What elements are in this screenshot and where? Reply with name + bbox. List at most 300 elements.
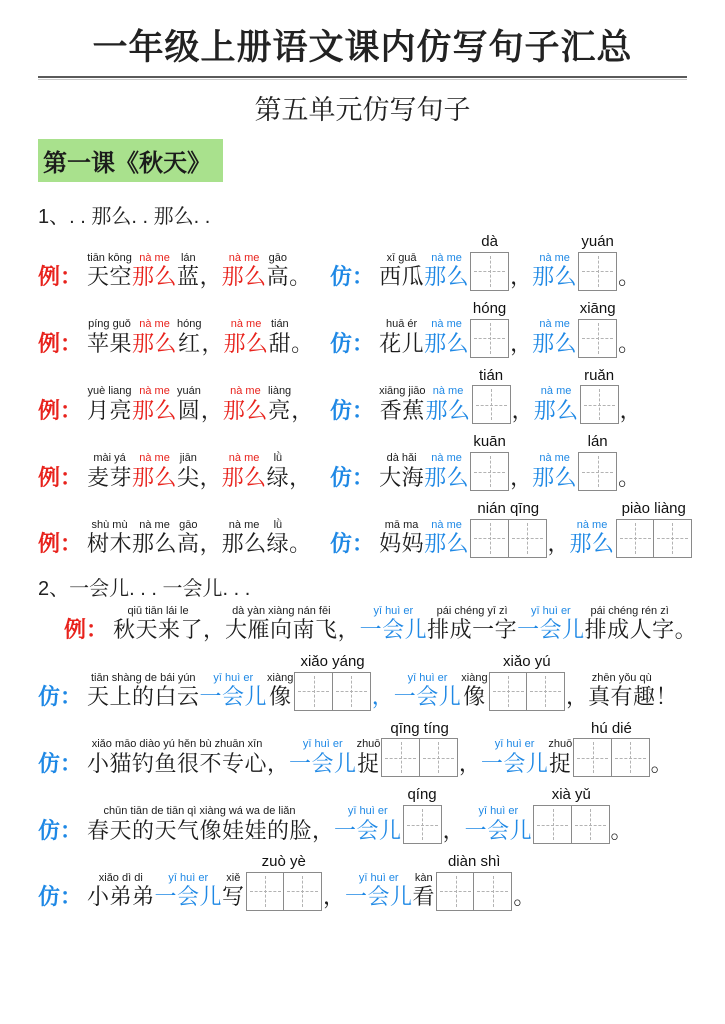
writing-box-pinyin: diàn shì [447,853,501,871]
pinyin-text: pái chéng rén zì [590,604,669,617]
pinyin-text: lǜ [273,451,283,464]
sentence-row [38,233,687,291]
pinyin-text: yī huì er [373,604,414,617]
row-label: 例： [38,464,83,490]
han-text: 绿 [266,464,290,490]
punctuation: ， [371,684,394,710]
ruby-segment [532,252,577,291]
pinyin-text: nà me [139,518,170,531]
writing-box-group [616,500,692,558]
ruby-segment [379,252,424,291]
ruby-segment [585,605,675,644]
punctuation: 。 [674,617,697,643]
han-text: 写 [222,884,245,910]
han-text: 高 [177,531,200,557]
writing-box [653,519,692,558]
punctuation: ， [291,397,314,423]
writing-box-group [381,720,457,778]
title-divider [38,76,687,80]
pinyin-text: yuè liang [87,385,132,398]
han-text: 月亮 [87,397,133,423]
ruby-segment [427,605,517,644]
punctuation: 。 [289,531,312,557]
punctuation: ！ [655,684,678,710]
writing-box [419,738,458,777]
han-text: 那么 [221,464,267,490]
ruby-segment [517,605,585,644]
ruby-segment [267,452,290,491]
sentence-cell [64,605,697,644]
punctuation: ， [199,264,222,290]
section-heading: 2、一会儿. . . 一会儿. . . [38,577,251,600]
ruby-segment [413,872,436,911]
han-text: 大雁向南飞 [225,617,338,643]
writing-box [526,672,565,711]
punctuation: 。 [618,331,641,357]
han-text: 一会儿 [393,684,462,710]
sentence-cell [38,720,673,778]
pinyin-text: nà me [539,318,570,331]
writing-box [508,519,547,558]
pinyin-text: nà me [230,318,262,331]
ruby-segment [424,519,469,558]
pinyin-text: nà me [139,385,170,398]
pinyin-text: zhēn yǒu qù [591,671,652,684]
row-label: 例： [38,331,83,357]
writing-box-pinyin: hú dié [590,719,632,737]
pinyin-text: qiū tiān lái le [127,604,189,617]
ruby-segment [267,252,290,291]
row-label: 仿： [330,464,375,490]
sentence-cell [38,853,535,911]
sentence-row [38,853,687,911]
writing-box-row [578,252,617,291]
sentence-row [38,500,687,558]
pinyin-text: kàn [414,871,433,884]
han-text: 小猫钓鱼很不专心 [87,750,268,776]
han-text: 一会儿 [344,884,413,910]
han-text: 那么 [424,531,470,557]
han-text: 香蕉 [379,397,425,423]
ruby-segment [588,672,656,711]
writing-box-group [578,300,617,358]
sentence-cell [38,318,330,357]
writing-box [436,872,475,911]
writing-box-group [294,653,370,711]
han-text: 那么 [132,331,178,357]
page-subtitle: 第五单元仿写句子 [254,95,471,125]
writing-box [470,519,509,558]
punctuation: ， [510,264,533,290]
pinyin-text: xiǎo māo diào yú hěn bù zhuān xīn [91,738,263,751]
han-text: 那么 [221,264,267,290]
ruby-segment [132,519,177,558]
lesson-header: 第一课《秋天》 [38,139,223,182]
han-text: 红 [178,331,201,357]
sentence-row [38,653,687,711]
pinyin-text: nà me [540,385,572,398]
writing-box-group [470,233,509,291]
sentence-cell [38,786,633,844]
han-text: 甜 [268,331,292,357]
row-label: 例： [38,264,83,290]
punctuation: ， [511,397,534,423]
ruby-segment [424,252,469,291]
han-text: 那么 [425,397,471,423]
han-text: 那么 [532,331,578,357]
pinyin-text: liàng [267,385,292,398]
ruby-segment [177,318,201,357]
ruby-segment [465,805,533,844]
writing-box-row [533,805,609,844]
writing-box [470,252,509,291]
writing-box-pinyin: qíng [407,786,437,804]
ruby-segment [424,452,469,491]
han-text: 那么 [424,331,470,357]
han-text: 看 [412,884,436,910]
han-text: 一会儿 [359,617,428,643]
writing-box-row [436,872,512,911]
ruby-segment [357,738,381,777]
ruby-segment [87,385,132,424]
punctuation: ， [199,464,222,490]
ruby-segment [379,519,424,558]
punctuation: ， [619,397,642,423]
han-text: 圆 [177,397,201,423]
punctuation: ， [201,331,224,357]
ruby-segment [132,318,177,357]
pinyin-text: yuán [177,385,201,398]
punctuation: ， [510,464,533,490]
writing-box-row [403,805,442,844]
punctuation: ， [267,750,290,776]
han-text: 苹果 [87,331,133,357]
ruby-segment [289,738,357,777]
worksheet-sections [38,200,697,911]
pinyin-text: dà hǎi [386,451,417,464]
pinyin-text: nà me [139,451,170,464]
ruby-segment [394,672,462,711]
writing-box-pinyin: xiāng [579,299,616,317]
ruby-segment [87,452,132,491]
writing-box [580,385,619,424]
sentence-row [38,786,687,844]
ruby-segment [267,672,293,711]
writing-box-row [470,252,509,291]
han-text: 那么 [532,464,578,490]
han-text: 那么 [569,531,615,557]
pinyin-text: nà me [539,251,570,264]
writing-box-pinyin: zuò yè [261,853,306,871]
ruby-segment [177,519,200,558]
writing-box-pinyin: kuān [473,433,506,451]
pinyin-text: yī huì er [478,805,519,817]
han-text: 像 [268,684,292,710]
han-text: 捉 [549,750,572,776]
writing-box [578,252,617,291]
ruby-segment [87,252,132,291]
pinyin-text: nà me [139,318,170,331]
pinyin-text: nà me [228,251,260,264]
pinyin-text: tiān shàng de bái yún [90,671,196,684]
pinyin-text: mā ma [384,518,419,531]
han-text: 那么 [132,264,178,290]
ruby-segment [379,318,424,357]
row-label: 仿： [38,684,83,710]
writing-box-group [470,500,546,558]
row-label: 例： [38,397,83,423]
punctuation: ， [510,331,533,357]
writing-box-row [573,738,649,777]
page-title: 一年级上册语文课内仿写句子汇总 [92,28,633,67]
han-text: 大海 [379,464,425,490]
punctuation: 。 [618,264,641,290]
pinyin-text: nà me [431,451,462,464]
writing-box-group [246,853,322,911]
pinyin-text: zhuō [356,738,381,751]
pinyin-text: yī huì er [302,738,343,751]
punctuation: ， [199,531,222,557]
ruby-segment [345,872,413,911]
writing-box [473,872,512,911]
pinyin-text: nà me [431,318,462,331]
sentence-row [64,604,697,644]
ruby-segment [113,605,203,644]
writing-box [578,452,617,491]
han-text: 树木 [87,531,133,557]
han-text: 小弟弟 [87,884,155,910]
punctuation: 。 [289,264,312,290]
writing-box [294,672,333,711]
pinyin-text: xī guā [386,251,417,264]
ruby-segment [223,385,268,424]
sentence-cell [330,500,693,558]
han-text: 蓝 [177,264,200,290]
ruby-segment [267,519,290,558]
punctuation: ， [565,684,588,710]
ruby-segment [424,318,469,357]
row-label: 仿： [330,264,375,290]
han-text: 那么 [223,331,269,357]
ruby-segment [222,872,245,911]
pinyin-text: nà me [431,518,462,531]
han-text: 一会儿 [289,750,357,776]
han-text: 天上的白云 [87,684,200,710]
han-text: 一会儿 [517,617,585,643]
row-label: 仿： [38,750,83,776]
han-text: 那么 [222,397,268,423]
pinyin-text: lán [180,251,196,264]
han-text: 花儿 [379,331,425,357]
writing-box-row [472,385,511,424]
ruby-segment [222,452,267,491]
pinyin-text: nà me [230,385,261,398]
writing-box-pinyin: xiǎo yú [503,652,551,670]
punctuation: ， [442,817,465,843]
writing-box-group [533,786,609,844]
pinyin-text: píng guǒ [88,318,131,331]
pinyin-text: chūn tiān de tiān qì xiàng wá wa de liǎn [103,805,296,817]
ruby-segment [334,805,402,844]
ruby-segment [532,318,577,357]
sentence-cell [330,233,640,291]
row-label: 例： [38,531,83,557]
punctuation: 。 [513,884,536,910]
section-heading: 1、. . 那么. . 那么. . [38,206,211,228]
han-text: 那么 [533,397,579,423]
sentence-cell [330,367,642,425]
ruby-segment [155,872,223,911]
writing-box-pinyin: piào liàng [621,500,686,517]
punctuation: ， [547,531,570,557]
pinyin-text: yī huì er [407,671,448,684]
writing-box-row [489,672,565,711]
sentence-cell [38,653,678,711]
writing-box-group [580,367,619,425]
pinyin-text: yī huì er [347,805,388,817]
pinyin-text: hóng [177,318,202,331]
han-text: 一会儿 [154,884,223,910]
han-text: 妈妈 [379,531,425,557]
ruby-segment [269,318,292,357]
ruby-segment [87,805,312,844]
sentence-row [38,367,687,425]
punctuation: ， [337,617,360,643]
ruby-segment [548,738,572,777]
pinyin-text: yī huì er [494,738,535,751]
sentence-cell [38,252,330,291]
pinyin-text: nà me [139,251,170,264]
ruby-segment [177,385,201,424]
writing-box [470,319,509,358]
writing-box-row [470,519,546,558]
punctuation: ， [312,817,335,843]
sentence-cell [38,385,330,424]
pinyin-text: yī huì er [530,604,571,617]
writing-box [533,805,572,844]
han-text: 西瓜 [379,264,425,290]
ruby-segment [532,452,577,491]
pinyin-text: dà yàn xiàng nán fēi [232,604,331,617]
sentence-row [38,720,687,778]
ruby-segment [360,605,428,644]
writing-box [283,872,322,911]
pinyin-text: pái chéng yī zì [436,604,508,617]
writing-box-row [470,452,509,491]
writing-box-pinyin: dà [481,233,498,250]
writing-box [616,519,655,558]
pinyin-text: xiàng [267,671,294,684]
pinyin-text: xiǎo dì di [98,871,143,884]
ruby-segment [481,738,549,777]
writing-box-pinyin: tián [478,366,504,384]
punctuation: 。 [610,817,633,843]
writing-box-pinyin: nián qīng [477,500,540,517]
section [38,572,697,911]
punctuation: 。 [618,464,641,490]
han-text: 天空 [87,264,133,290]
writing-box [489,672,528,711]
writing-box-group [578,433,617,491]
writing-box-pinyin: qīng tíng [390,719,449,737]
han-text: 尖 [177,464,200,490]
writing-box [578,319,617,358]
writing-box [246,872,285,911]
section [38,200,687,558]
han-text: 那么 [424,264,470,290]
punctuation: 。 [291,331,314,357]
han-text: 排成一字 [427,617,518,643]
pinyin-text: yī huì er [213,671,254,684]
pinyin-text: nà me [228,451,260,464]
pinyin-text: xiàng [461,671,488,684]
sentence-cell [330,433,640,491]
writing-box [381,738,420,777]
ruby-segment [222,519,267,558]
pinyin-text: nà me [228,518,260,531]
ruby-segment [132,252,177,291]
punctuation: ， [203,617,226,643]
pinyin-text: zhuō [548,738,573,751]
han-text: 那么 [532,264,578,290]
pinyin-text: gāo [268,251,288,264]
pinyin-text: jiān [179,451,197,464]
han-text: 那么 [424,464,470,490]
sentence-cell [38,452,330,491]
ruby-segment [132,385,177,424]
writing-box [332,672,371,711]
ruby-segment [200,672,268,711]
writing-box-row [381,738,457,777]
han-text: 春天的天气像娃娃的脸 [87,817,313,843]
writing-box [472,385,511,424]
han-text: 捉 [357,750,380,776]
han-text: 一会儿 [334,817,402,843]
ruby-segment [461,672,487,711]
punctuation: ， [200,397,223,423]
han-text: 一会儿 [464,817,533,843]
writing-box-group [436,853,512,911]
ruby-segment [222,252,267,291]
punctuation: ， [458,750,481,776]
ruby-segment [268,385,291,424]
writing-box-group [470,300,509,358]
writing-box-group [472,367,511,425]
ruby-segment [87,738,267,777]
writing-box-group [573,720,649,778]
writing-box-pinyin: lán [587,433,608,451]
writing-box [611,738,650,777]
pinyin-text: tiān kōng [87,251,132,264]
han-text: 麦芽 [87,464,133,490]
han-text: 一会儿 [199,684,268,710]
ruby-segment [87,318,132,357]
ruby-segment [87,672,200,711]
writing-box [571,805,610,844]
row-label: 仿： [38,817,83,843]
ruby-segment [379,385,425,424]
writing-box-group [403,786,442,844]
sentence-row [38,433,687,491]
writing-box-pinyin: xiǎo yáng [300,652,365,670]
writing-box-row [294,672,370,711]
writing-box-pinyin: xià yǔ [551,786,591,804]
writing-box-pinyin: hóng [472,299,507,317]
pinyin-text: gāo [179,518,198,531]
writing-box-row [616,519,692,558]
ruby-segment [426,385,471,424]
han-text: 真有趣 [588,684,656,710]
